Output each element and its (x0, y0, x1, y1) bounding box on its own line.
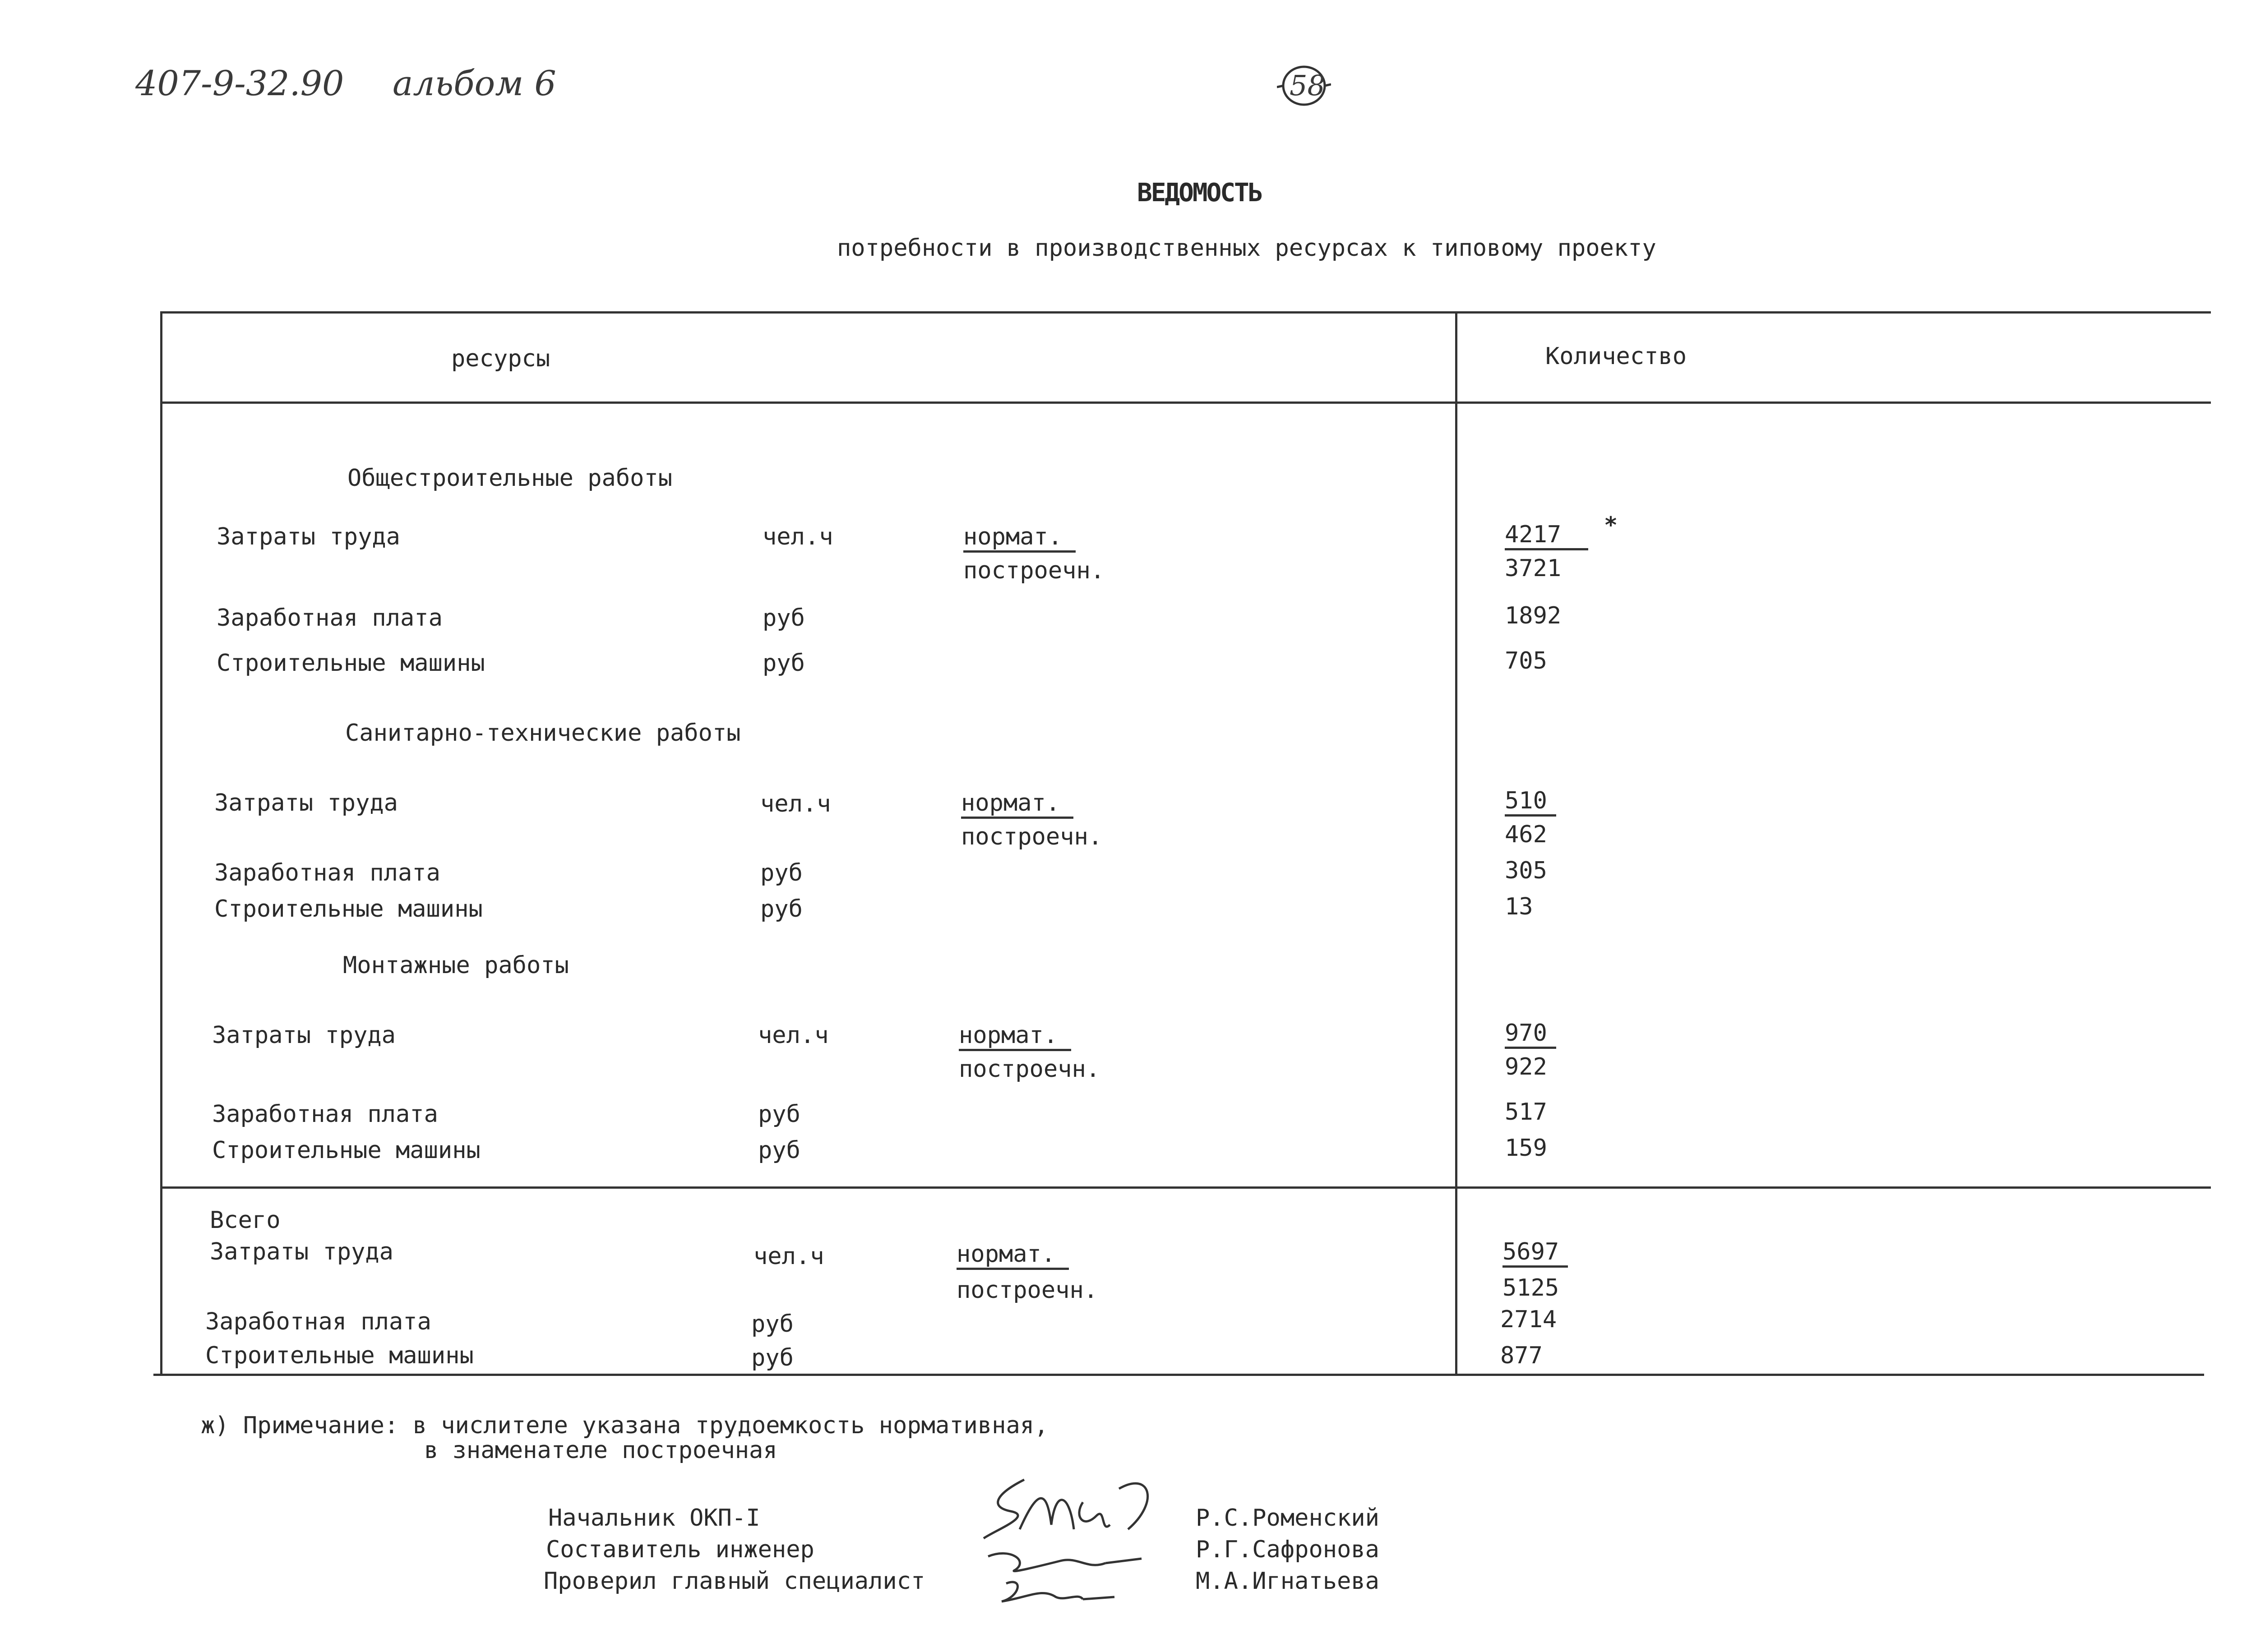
wage-value: 305 (1505, 857, 1547, 884)
labor-norm-value: 5697 (1502, 1238, 1568, 1268)
document-title: ВЕДОМОСТЬ (1137, 178, 1262, 208)
note-line-1: ж) Примечание: в числителе указана трудоемкость нормативная, (201, 1412, 1049, 1439)
footnote-mark: * (1604, 512, 1618, 538)
signature-name: М.А.Игнатьева (1196, 1568, 1379, 1595)
labor-label: Затраты труда (210, 1238, 393, 1265)
total-section-border (160, 1186, 2211, 1189)
header-quantity: Количество (1545, 343, 1687, 370)
labor-built-value: 3721 (1505, 555, 1562, 582)
document-subtitle: потребности в производственных ресурсах к типовому проекту (837, 235, 1656, 262)
header-resources: ресурсы (451, 345, 550, 372)
table-left-border (160, 311, 162, 1376)
wage-label: Заработная плата (205, 1308, 431, 1335)
total-label: Всего (210, 1207, 281, 1234)
section-title: Монтажные работы (343, 952, 569, 979)
wage-label: Заработная плата (212, 1101, 438, 1128)
signature-name: Р.С.Роменский (1196, 1504, 1379, 1532)
table-header-border (160, 401, 2211, 404)
table-column-divider (1455, 311, 1457, 1376)
table-top-border (160, 311, 2211, 314)
machines-value: 13 (1505, 893, 1533, 920)
machines-value: 877 (1500, 1342, 1543, 1369)
signature-role: Проверил главный специалист (544, 1568, 925, 1595)
norm-label: нормат. (963, 523, 1076, 553)
labor-norm-value: 970 (1505, 1020, 1556, 1049)
section-title: Санитарно-технические работы (345, 720, 741, 747)
page-number (1277, 61, 1331, 111)
section-title: Общестроительные работы (347, 465, 673, 492)
labor-label: Затраты труда (212, 1022, 396, 1049)
wage-value: 2714 (1500, 1306, 1557, 1333)
doc-code: 407-9-32.90 (135, 63, 344, 103)
labor-built-value: 462 (1505, 821, 1547, 848)
machines-unit: руб (763, 650, 805, 677)
wage-label: Заработная плата (217, 605, 443, 632)
page-number-text: 58 (1290, 69, 1325, 102)
signature-role: Начальник ОКП-I (548, 1504, 760, 1532)
machines-label: Строительные машины (205, 1342, 474, 1369)
built-label: построечн. (961, 823, 1103, 850)
signature-name: Р.Г.Сафронова (1196, 1536, 1379, 1563)
machines-unit: руб (758, 1137, 800, 1164)
wage-label: Заработная плата (214, 859, 440, 886)
built-label: построечн. (959, 1056, 1100, 1083)
labor-unit: чел.ч (758, 1022, 829, 1049)
built-label: построечн. (963, 557, 1105, 584)
wage-unit: руб (763, 605, 805, 632)
labor-built-value: 922 (1505, 1053, 1547, 1080)
wage-unit: руб (751, 1311, 794, 1338)
table-bottom-border (153, 1374, 2204, 1376)
labor-unit: чел.ч (760, 790, 831, 817)
labor-built-value: 5125 (1502, 1274, 1559, 1301)
machines-unit: руб (751, 1344, 794, 1371)
signature-role: Составитель инженер (546, 1536, 814, 1563)
labor-norm-value: 4217 (1505, 521, 1588, 550)
labor-norm-value: 510 (1505, 787, 1556, 817)
handwritten-signatures (970, 1462, 1196, 1610)
built-label: построечн. (957, 1277, 1098, 1304)
labor-unit: чел.ч (763, 523, 833, 550)
wage-unit: руб (760, 859, 803, 886)
labor-label: Затраты труда (214, 789, 398, 817)
album-label: альбом 6 (393, 63, 556, 103)
machines-label: Строительные машины (217, 650, 485, 677)
machines-label: Строительные машины (212, 1137, 481, 1164)
machines-label: Строительные машины (214, 895, 483, 923)
machines-value: 705 (1505, 647, 1547, 674)
wage-value: 1892 (1505, 602, 1562, 629)
note-line-2: в знаменателе построечная (424, 1437, 777, 1464)
labor-label: Затраты труда (217, 523, 400, 550)
machines-value: 159 (1505, 1135, 1547, 1162)
machines-unit: руб (760, 895, 803, 923)
norm-label: нормат. (959, 1022, 1071, 1051)
wage-unit: руб (758, 1101, 800, 1128)
labor-unit: чел.ч (754, 1243, 824, 1270)
wage-value: 517 (1505, 1098, 1547, 1126)
norm-label: нормат. (957, 1241, 1069, 1270)
norm-label: нормат. (961, 789, 1073, 819)
